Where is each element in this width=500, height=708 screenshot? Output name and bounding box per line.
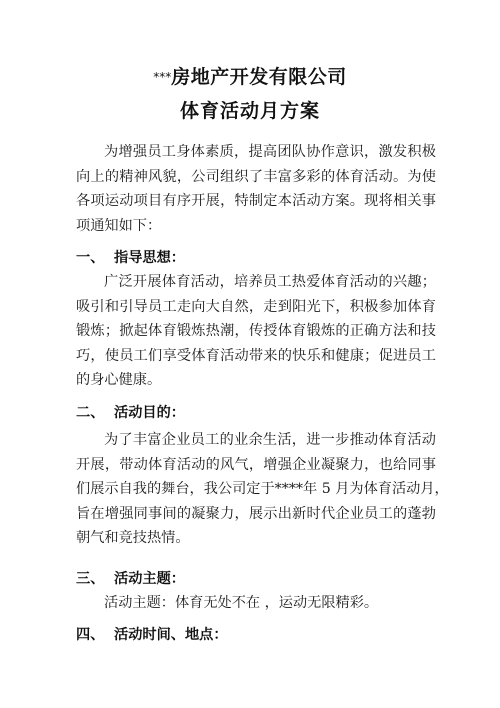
paragraph-line: 活动主题：体育无处不在 ，运动无限精彩。 — [104, 595, 379, 611]
section-number: 四、 — [76, 627, 105, 643]
paragraph-line: 吸引和引导员工走向大自然，走到阳光下，积极参加体育 — [76, 298, 436, 315]
section-title: 活动目的： — [114, 405, 185, 421]
paragraph-line: 广泛开展体育活动，培养员工热爱体育活动的兴趣； — [104, 274, 436, 290]
paragraph-line: 朝气和竞技热情。 — [76, 530, 190, 547]
paragraph-line: 开展，带动体育活动的风气，增强企业凝聚力，也给同事 — [76, 456, 436, 473]
intro-line: 项通知如下： — [76, 217, 162, 234]
section-paragraph-activity-theme — [76, 591, 436, 616]
section-title: 活动时间、地点： — [114, 627, 228, 643]
section-paragraph-activity-purpose — [76, 428, 449, 551]
intro-line: 向上的精神风貌，公司组织了丰富多彩的体育活动。为使 — [76, 168, 436, 185]
section-paragraph-guiding-ideology — [76, 270, 436, 393]
section-number: 三、 — [76, 571, 105, 587]
section-heading-activity-theme — [76, 568, 185, 588]
section-title: 指导思想： — [114, 250, 185, 266]
section-heading-activity-purpose — [76, 402, 185, 422]
document-title-company — [0, 62, 500, 89]
section-heading-guiding-ideology — [76, 247, 185, 267]
paragraph-line: 旨在增强同事间的凝聚力，展示出新时代企业员工的蓬勃 — [76, 505, 436, 522]
intro-paragraph — [76, 140, 436, 238]
paragraph-line: 锻炼；掀起体育锻炼热潮，传授体育锻炼的正确方法和技 — [76, 323, 436, 340]
section-number: 二、 — [76, 405, 105, 421]
section-title: 活动主题： — [114, 571, 185, 587]
section-number: 一、 — [76, 250, 105, 266]
title-prefix: *** — [153, 70, 172, 84]
company-name: 房地产开发有限公司 — [171, 66, 347, 88]
intro-line: 各项运动项目有序开展，特制定本活动方案。现将相关事 — [76, 193, 436, 210]
intro-line: 为增强员工身体素质，提高团队协作意识，激发积极 — [104, 144, 436, 160]
paragraph-line: 巧，使员工们享受体育活动带来的快乐和健康；促进员工 — [76, 347, 436, 364]
paragraph-line: 们展示自我的舞台，我公司定于****年 5 月为体育活动月， — [76, 481, 449, 498]
paragraph-line: 的身心健康。 — [76, 372, 162, 389]
paragraph-line: 为了丰富企业员工的业余生活，进一步推动体育活动 — [104, 432, 436, 448]
document-title-plan: 体育活动月方案 — [179, 100, 320, 122]
section-heading-time-location — [76, 624, 228, 644]
